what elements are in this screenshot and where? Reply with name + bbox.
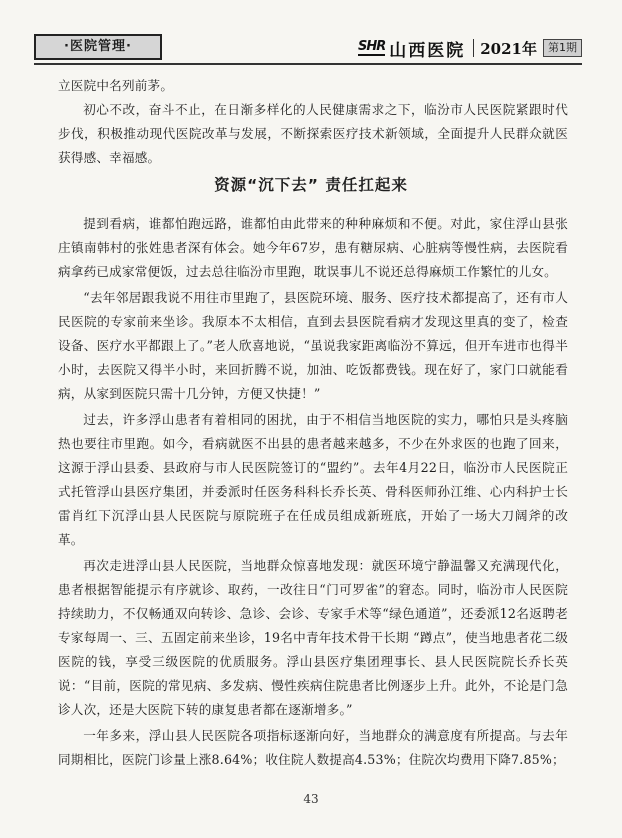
intro-block [58,74,568,170]
journal-name: 山西医院 [389,40,466,61]
issue-badge: 第1期 [543,39,582,57]
body-paragraph: 提到看病，谁都怕跑远路，谁都怕由此带来的种种麻烦和不便。对此，家住浮山县张庄镇南韩村的张姓患者深有体会。她今年67岁，患有糖尿病、心脏病等慢性病，去医院看病拿药已成家常便饭，过去总往临汾市里跑，耽误事儿不说还总得麻烦工作繁忙的儿女。 [58,216,568,279]
page-number: 43 [303,792,319,806]
article-body [58,212,568,772]
section-heading: 资源“沉下去” 责任扛起来 [214,176,408,194]
journal-logo-icon: SHR [357,39,386,54]
body-paragraph: 再次走进浮山县人民医院，当地群众惊喜地发现：就医环境宁静温馨又充满现代化，患者根据智能提示有序就诊、取药，一改往日“门可罗雀”的窘态。同时，临汾市人民医院持续助力，不仅畅通双向转诊、急诊、会诊、专家手术等“绿色通道”，还委派12名返聘老专家每周一、三、五固定前来坐诊，19名中青年技术骨干长期 “蹲点”，使当地患者花二级医院的钱，享受三级医院的优质服务。浮山县医疗集团理事长、县人民医院院长乔长英说：“目前，医院的常见病、多发病、慢性疾病住院患者比例逐步上升。此外，不论是门急诊人次，还是大医院下转的康复患者都在逐渐增多。” [58,558,568,717]
intro-line: 立医院中名列前茅。 [58,78,174,93]
intro-paragraph: 初心不改，奋斗不止，在日渐多样化的人民健康需求之下，临汾市人民医院紧跟时代步伐，积极推动现代医院改革与发展，不断探索医疗技术新领域，全面提升人民群众就医获得感、幸福感。 [58,102,568,165]
journal-header [358,36,582,60]
header-separator [473,39,474,57]
body-paragraph: 过去，许多浮山患者有着相同的困扰，由于不相信当地医院的实力，哪怕只是头疼脑热也要往市里跑。如今，看病就医不出县的患者越来越多，不少在外求医的也跑了回来，这源于浮山县委、县政府与市人民医院签订的“盟约”。去年4月22日，临汾市人民医院正式托管浮山县医疗集团，并委派时任医务科科长乔长英、骨科医师孙江维、心内科护士长雷肖红下沉浮山县人民医院与原院班子在任成员组成新班底，开始了一场大刀阔斧的改革。 [58,412,568,547]
body-paragraph: “去年邻居跟我说不用往市里跑了，县医院环境、服务、医疗技术都提高了，还有市人民医院的专家前来坐诊。我原本不太相信，直到去县医院看病才发现这里真的变了，检查设备、医疗水平都跟上了。”老人欣喜地说，“虽说我家距离临汾不算远，但开车进市也得半小时，去医院又得半小时，来回折腾不说，加油、吃饭都费钱。现在好了，家门口就能看病，从家到医院只需十几分钟，方便又快捷！” [58,290,568,401]
body-paragraph: 一年多来，浮山县人民医院各项指标逐渐向好，当地群众的满意度有所提高。与去年同期相比，医院门诊量上涨8.64%；收住院人数提高4.53%；住院次均费用下降7.85%； [58,728,568,767]
section-tag: ·医院管理· [34,34,162,60]
journal-year: 2021年 [480,39,537,58]
header-rule [34,63,582,65]
